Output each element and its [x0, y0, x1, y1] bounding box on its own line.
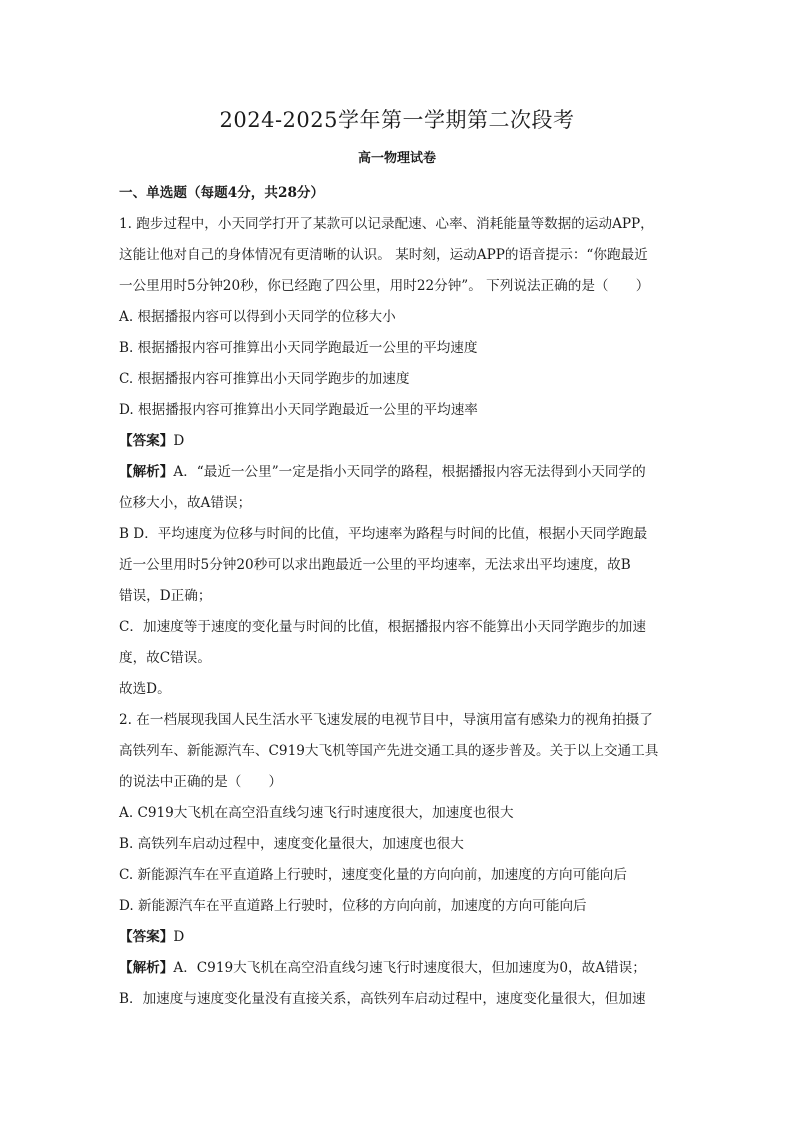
document-body — [119, 178, 679, 1015]
answer-line — [119, 922, 679, 953]
answer-tag: 【答案】 — [119, 929, 174, 945]
analysis-line: 度，故C错误。 — [119, 650, 211, 666]
answer-line — [119, 426, 679, 457]
analysis-line — [119, 457, 679, 488]
analysis-tag: 【解析】 — [119, 960, 174, 976]
analysis-line: 错误，D正确； — [119, 588, 212, 604]
option-d: D. 新能源汽车在平直道路上行驶时，位移的方向向前，加速度的方向可能向后 — [119, 898, 587, 914]
question-stem-line: 1. 跑步过程中，小天同学打开了某款可以记录配速、心率、消耗能量等数据的运动APP， — [119, 216, 654, 232]
question-stem-line: 的说法中正确的是（ ） — [119, 774, 283, 790]
analysis-line: B D．平均速度为位移与时间的比值，平均速率为路程与时间的比值，根据小天同学跑最 — [119, 526, 648, 542]
option-a: A. C919大飞机在高空沿直线匀速飞行时速度很大，加速度也很大 — [119, 805, 514, 821]
exam-subtitle: 高一物理试卷 — [357, 151, 436, 166]
option-a: A. 根据播报内容可以得到小天同学的位移大小 — [119, 309, 396, 325]
analysis-line — [119, 953, 679, 984]
answer-value: D — [173, 929, 185, 945]
answer-tag: 【答案】 — [119, 433, 174, 449]
analysis-text: A．“最近一公里”一定是指小天同学的路程，根据播报内容无法得到小天同学的 — [173, 464, 646, 480]
option-b: B. 高铁列车启动过程中，速度变化量很大，加速度也很大 — [119, 836, 464, 852]
option-c: C. 根据播报内容可推算出小天同学跑步的加速度 — [119, 371, 410, 387]
answer-value: D — [173, 433, 185, 449]
analysis-text: A．C919大飞机在高空沿直线匀速飞行时速度很大，但加速度为0，故A错误； — [173, 960, 646, 976]
question-stem-line: 这能让他对自己的身体情况有更清晰的认识。 某时刻，运动APP的语音提示：“你跑最近 — [119, 247, 648, 263]
analysis-tag: 【解析】 — [119, 464, 174, 480]
question-stem-line: 一公里用时5分钟20秒，你已经跑了四公里，用时22分钟”。 下列说法正确的是（ ） — [119, 278, 650, 294]
option-d: D. 根据播报内容可推算出小天同学跑最近一公里的平均速率 — [119, 402, 478, 418]
analysis-line: B．加速度与速度变化量没有直接关系，高铁列车启动过程中，速度变化量很大，但加速 — [119, 991, 646, 1007]
option-b: B. 根据播报内容可推算出小天同学跑最近一公里的平均速度 — [119, 340, 478, 356]
question-stem-line: 高铁列车、新能源汽车、C919大飞机等国产先进交通工具的逐步普及。关于以上交通工具 — [119, 743, 659, 759]
analysis-line: C．加速度等于速度的变化量与时间的比值，根据播报内容不能算出小天同学跑步的加速 — [119, 619, 646, 635]
question-2 — [119, 705, 679, 1015]
analysis-line: 故选D。 — [119, 681, 171, 697]
analysis-line: 近一公里用时5分钟20秒可以求出跑最近一公里的平均速率，无法求出平均速度，故B — [119, 557, 631, 573]
analysis-line: 位移大小，故A错误； — [119, 495, 252, 511]
exam-title: 2024-2025学年第一学期第二次段考 — [219, 108, 575, 132]
section-heading: 一、单选题（每题4分，共28分） — [119, 185, 325, 201]
question-1 — [119, 209, 679, 705]
question-stem-line: 2. 在一档展现我国人民生活水平飞速发展的电视节目中，导演用富有感染力的视角拍摄了 — [119, 712, 653, 728]
option-c: C. 新能源汽车在平直道路上行驶时，速度变化量的方向向前，加速度的方向可能向后 — [119, 867, 627, 883]
